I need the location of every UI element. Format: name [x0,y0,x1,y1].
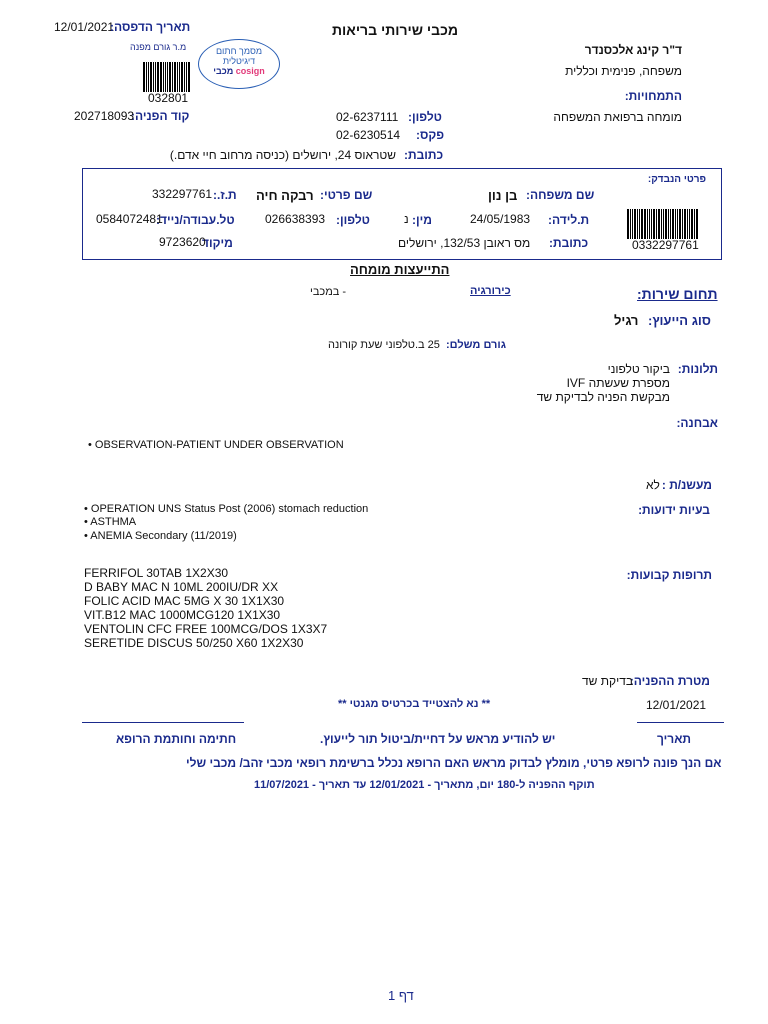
barcode-bar [682,209,683,239]
barcode-bar [184,62,185,92]
complaints-label: תלונות: [677,362,718,376]
barcode-bar [160,62,162,92]
barcode-bar [634,209,636,239]
medication-item: FOLIC ACID MAC 5MG X 30 1X1X30 [84,594,285,608]
clinic-address: שטראוס 24, ירושלים (כניסה מרחוב חיי אדם.) [169,148,396,162]
diagnosis-label: אבחנה: [676,416,718,430]
barcode-bar [663,209,664,239]
barcode-bar [677,209,678,239]
notify-note: יש להודיע מראש על דחיית/ביטול תור לייעוץ. [320,732,556,746]
barcode-bar [148,62,149,92]
patient-address-label: כתובת: [549,236,589,250]
barcode-bar [155,62,156,92]
first-name-label: שם פרטי: [320,188,373,202]
doctor-name: ד"ר קינג אלכסנדר [584,43,682,57]
referrer-code: 032801 [148,91,189,105]
barcode-bar [672,209,674,239]
barcode-bar [694,209,695,239]
barcode-bar [186,62,187,92]
service-value: כירורגיה [470,285,511,297]
barcode-bar [627,209,629,239]
medication-item: D BABY MAC N 10ML 200IU/DR XX [84,580,279,594]
problem-item: • OPERATION UNS Status Post (2006) stomach reduction [84,503,369,515]
barcode-bar [143,62,145,92]
patient-section-label: פרטי הנבדק: [647,174,706,185]
barcode-bar [684,209,686,239]
footer-date: 12/01/2021 [646,698,707,712]
barcode-bar [668,209,669,239]
barcode-bar [675,209,676,239]
problem-item: • ANEMIA Secondary (11/2019) [84,530,237,542]
barcode-bar [167,62,168,92]
zip: 9723620 [159,235,206,249]
id-label: ת.ז.: [213,188,237,202]
clinic-phone: 02-6237111 [336,110,399,124]
private-doctor-note: אם הנך פונה לרופא פרטי, מומלץ לבדוק מראש האם הרופא נכלל ברשימת רופאי מכבי זהב/ מכבי שלי [186,756,722,770]
signature-label: חתימה וחותמת הרופא [116,732,237,746]
print-date-label: תאריך הדפסה: [110,20,191,34]
barcode-bar [157,62,159,92]
barcode-bar [146,62,147,92]
barcode-bar [637,209,638,239]
barcode-bar [661,209,662,239]
medication-item: FERRIFOL 30TAB 1X2X30 [84,566,229,580]
first-name: רבקה חיה [256,188,314,203]
barcode-bar [656,209,657,239]
complaints-line: ביקור טלפוני [607,362,670,376]
print-date: 12/01/2021 [54,20,115,34]
patient-phone: 026638393 [265,212,326,226]
barcode-bar [641,209,643,239]
barcode-bar [150,62,152,92]
doctor-fields: משפחה, פנימית וכללית [565,64,682,78]
work-phone-label: טל.עבודה/נייד: [156,213,235,227]
phone-label: טלפון: [408,110,442,124]
barcode-bar [696,209,698,239]
service-location: - במכבי [310,286,347,298]
gender: נ [404,212,409,226]
last-name-label: שם משפחה: [526,188,595,202]
barcode-bar [153,62,154,92]
stamp-line2: דיגיטלית [222,56,256,66]
stamp-brand-cosign: cosign [235,66,265,76]
medications-label: תרופות קבועות: [626,568,712,582]
payer-label: גורם משלם: [446,339,506,351]
org-title: מכבי שירותי בריאות [332,22,459,38]
dob-label: ת.לידה: [548,213,590,227]
referral-code-label: קוד הפניה: [131,109,190,123]
referrer-barcode [143,62,191,92]
barcode-bar [653,209,655,239]
referrer-doc-label: מ.ר גורם מפנה [130,42,187,52]
signature-line [82,722,244,723]
complaints-line: מספרת שעשתה IVF [566,376,670,390]
patient-barcode-number: 0332297761 [632,238,699,252]
date-line [637,722,724,723]
barcode-bar [632,209,633,239]
barcode-bar [639,209,640,239]
barcode-bar [689,209,690,239]
barcode-bar [691,209,693,239]
barcode-bar [647,209,648,239]
problem-item: • ASTHMA [84,516,137,528]
specialty: מומחה ברפואת המשפחה [553,110,682,124]
medication-item: VIT.B12 MAC 1000MCG120 1X1X30 [84,608,281,622]
medication-item: SERETIDE DISCUS 50/250 X60 1X2X30 [84,636,304,650]
patient-barcode [627,209,699,239]
work-phone: 0584072481 [96,212,163,226]
purpose-label: מטרת ההפניה: [629,674,710,688]
gender-label: מין: [412,213,432,227]
stamp-brand-maccabi: מכבי [213,66,234,76]
diagnosis-item: • OBSERVATION-PATIENT UNDER OBSERVATION [88,439,344,451]
barcode-bar [174,62,176,92]
page-number: דף 1 [388,988,414,1003]
known-problems-label: בעיות ידועות: [638,503,710,517]
medication-item: VENTOLIN CFC FREE 100MCG/DOS 1X3X7 [84,622,328,636]
payer: 25 ב.טלפוני שעת קורונה [328,339,440,351]
consult-type: רגיל [614,313,639,328]
barcode-bar [630,209,631,239]
barcode-bar [658,209,660,239]
complaints-line: מבקשת הפניה לבדיקת שד [536,390,670,404]
patient-phone-label: טלפון: [336,213,370,227]
barcode-bar [169,62,171,92]
barcode-bar [188,62,190,92]
zip-label: מיקוד [202,236,233,250]
barcode-bar [644,209,646,239]
clinic-fax: 02-6230514 [336,128,401,142]
referral-code: 202718093 [74,109,135,123]
consult-type-label: סוג הייעוץ: [648,313,711,328]
barcode-bar [665,209,667,239]
patient-id: 332297761 [152,187,213,201]
barcode-bar [679,209,681,239]
service-label: תחום שירות: [637,286,718,302]
fax-label: פקס: [416,128,445,142]
barcode-bar [687,209,688,239]
specialties-label: התמחויות: [624,89,682,103]
dob: 24/05/1983 [470,212,531,226]
barcode-bar [163,62,164,92]
stamp-line1: מסמך חתום [215,46,263,56]
smoker-label: מעשנ/ת : [661,478,712,492]
barcode-bar [649,209,650,239]
consult-title: התייעצות מומחה [350,262,450,277]
digital-signature-stamp [198,39,280,89]
barcode-bar [651,209,652,239]
last-name: בן נון [488,188,518,203]
validity-note: תוקף ההפניה ל-180 יום, מתאריך - 12/01/2021 עד תאריך - 11/07/2021 [254,779,595,791]
barcode-bar [165,62,166,92]
barcode-bar [181,62,183,92]
barcode-bar [172,62,173,92]
smoker-value: לא [646,478,660,492]
barcode-bar [670,209,671,239]
date-label: תאריך [657,732,692,746]
barcode-bar [177,62,178,92]
purpose-value: בדיקת שד [582,674,634,688]
magnetic-card-note: ** נא להצטייד בכרטיס מגנטי ** [338,698,491,710]
address-label: כתובת: [404,148,444,162]
patient-address: מס ראובן 132/53, ירושלים [398,236,531,250]
barcode-bar [179,62,180,92]
